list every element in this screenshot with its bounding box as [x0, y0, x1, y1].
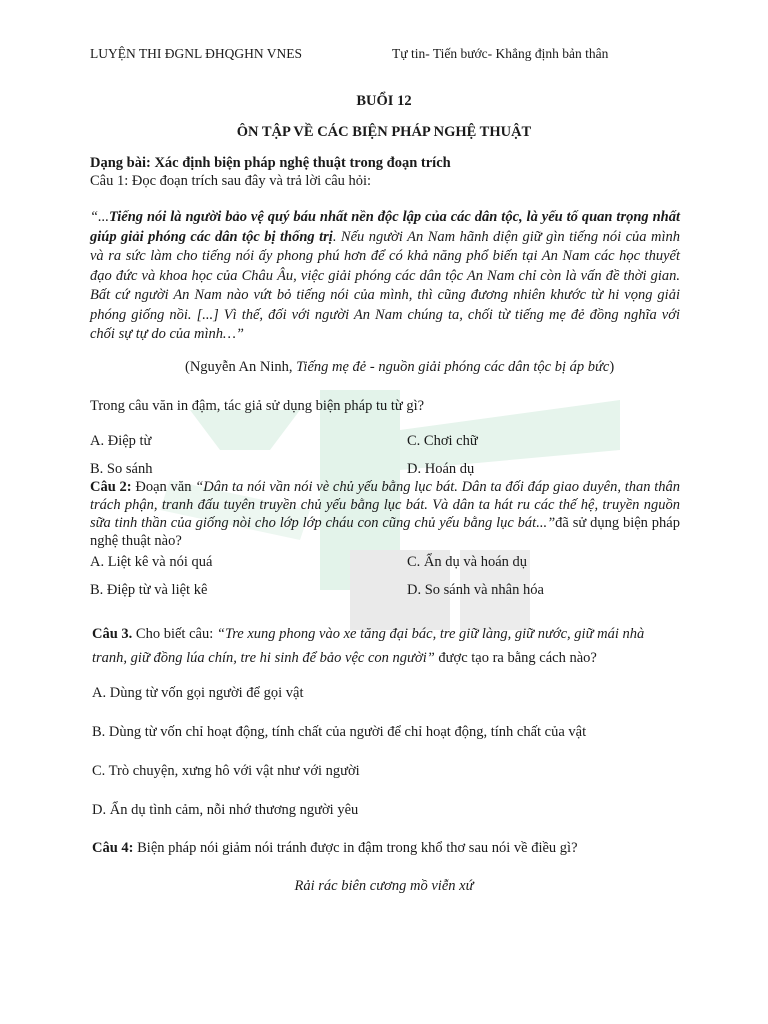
q3-suffix: được tạo ra bằng cách nào? [434, 650, 597, 666]
q2-option-d[interactable]: D. So sánh và nhân hóa [407, 582, 544, 598]
source-close: ) [609, 359, 615, 375]
poem-line: Rải rác biên cương mồ viễn xứ [294, 878, 474, 894]
section-block [90, 155, 680, 190]
q3-option-c[interactable]: C. Trò chuyện, xưng hô với vật như với người [92, 763, 360, 779]
passage-rest: . Nếu người An Nam hãnh diện giữ gìn tiếng nói của mình và ra sức làm cho tiếng nói ấy phong phú hơn để có khả năng phổ biến tại An Nam các học thuyết đạo đức và khoa học của Châu Âu, việc giải phóng các dân tộc An Nam chỉ còn là vấn đề thời gian. Bất cứ người An Nam nào vứt bỏ tiếng nói của mình, thì cũng đương nhiên khước từ hi vọng giải phóng giống nồi. [...] Vì thế, đối với người An Nam chúng ta, chối từ tiếng mẹ đẻ đồng nghĩa với chối sự tự do của mình…” [90, 228, 680, 342]
q3-prefix: Cho biết câu: [132, 626, 217, 642]
q2-suffix: đã sử dụng biện pháp nghệ thuật nào? [90, 515, 680, 549]
q1-option-b[interactable]: B. So sánh [90, 461, 153, 477]
q3-option-d[interactable]: D. Ẩn dụ tình cảm, nỗi nhớ thương người yêu [92, 802, 359, 818]
q3-option-a[interactable]: A. Dùng từ vốn gọi người để gọi vật [92, 685, 304, 701]
question-4 [92, 840, 578, 857]
passage [90, 208, 680, 345]
passage-bold: Tiếng nói là người bảo vệ quý báu nhất nền độc lập của các dân tộc, là yếu tố quan trọng nhất giúp giải phóng các dân tộc bị thống trị [90, 209, 680, 245]
q2-prefix: Đoạn văn [131, 479, 196, 495]
source-author: (Nguyễn An Ninh, [185, 359, 297, 375]
q2-label: Câu 2: [90, 479, 132, 495]
question-3 [92, 622, 680, 670]
q3-option-b[interactable]: B. Dùng từ vốn chỉ hoạt động, tính chất của người để chỉ hoạt động, tính chất của vật [92, 724, 587, 740]
source-title: Tiếng mẹ đẻ - nguồn giải phóng các dân tộc bị áp bức [296, 359, 610, 375]
section-heading: Dạng bài: Xác định biện pháp nghệ thuật trong đoạn trích [90, 155, 451, 171]
q3-label: Câu 3. [92, 626, 133, 642]
q4-label: Câu 4: [92, 840, 134, 856]
session-title: BUỔI 12 [356, 93, 412, 109]
q1-option-a[interactable]: A. Điệp từ [90, 433, 152, 449]
q2-option-a[interactable]: A. Liệt kê và nói quá [90, 554, 213, 570]
q3-quote: “Tre xung phong vào xe tăng đại bác, tre giữ làng, giữ nước, giữ mái nhà tranh, giữ đồng lúa chín, tre hi sinh để bảo vệc con người” [92, 626, 645, 666]
q4-text: Biện pháp nói giảm nói tránh được in đậm trong khổ thơ sau nói về điều gì? [133, 840, 578, 856]
passage-lead: “... [90, 209, 109, 225]
q1-option-d[interactable]: D. Hoán dụ [407, 461, 475, 477]
q2-option-c[interactable]: C. Ẩn dụ và hoán dụ [407, 554, 528, 570]
topic-title: ÔN TẬP VỀ CÁC BIỆN PHÁP NGHỆ THUẬT [236, 124, 532, 140]
question-1-instruction: Câu 1: Đọc đoạn trích sau đây và trả lời câu hỏi: [90, 172, 372, 189]
q1-option-c[interactable]: C. Chơi chữ [407, 433, 478, 449]
passage-source [185, 359, 614, 376]
question-2 [90, 478, 680, 550]
question-1-text: Trong câu văn in đậm, tác giả sử dụng biện pháp tu từ gì? [90, 398, 425, 414]
q2-option-b[interactable]: B. Điệp từ và liệt kê [90, 582, 208, 598]
header-left: LUYỆN THI ĐGNL ĐHQGHN VNES [90, 46, 302, 61]
q2-quote: “Dân ta nói vần nói vè chủ yếu bằng lục bát. Dân ta đối đáp giao duyên, than thân trách phận, tranh đấu tuyên truyền chủ yếu bằng lục bát. Và dân ta hát ru các thế hệ, truyền nguồn sữa tinh thần của giống nòi cho lớp lớp cháu con cũng chủ yếu bằng lục bát...” [90, 479, 681, 531]
header-right: Tự tin- Tiến bước- Khẳng định bản thân [392, 46, 609, 61]
